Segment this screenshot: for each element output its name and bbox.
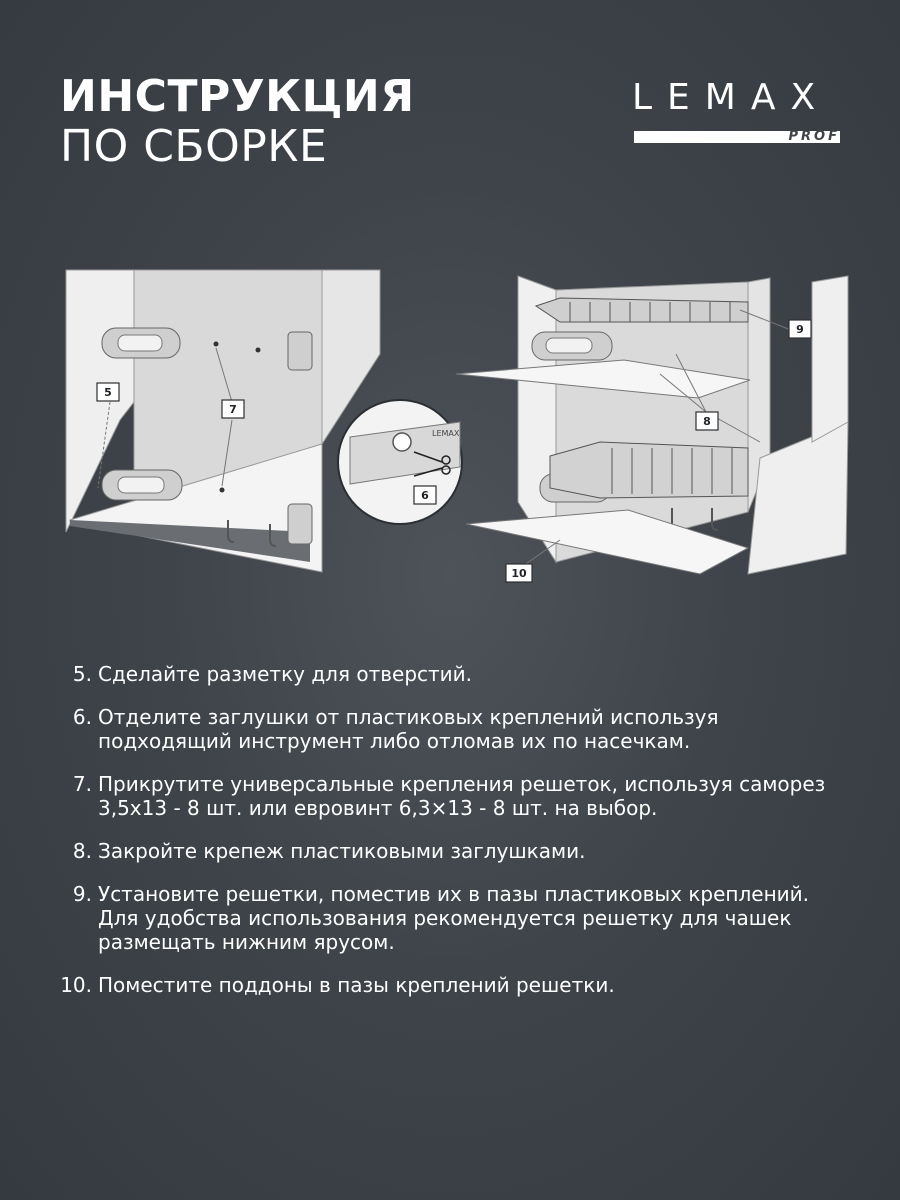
- assembly-illustration: [0, 262, 900, 592]
- page-title: [60, 72, 415, 172]
- step-text: Отделите заглушки от пластиковых креплений используя подходящий инструмент либо отломав их по насечкам.: [98, 705, 719, 753]
- svg-text:7: 7: [229, 403, 237, 416]
- callout-8: [696, 412, 718, 430]
- svg-text:6: 6: [421, 489, 429, 502]
- callout-7: [222, 400, 244, 418]
- step-item: [48, 662, 848, 686]
- title-line-1: ИНСТРУКЦИЯ: [60, 71, 415, 122]
- step-number: 9.: [72, 882, 92, 906]
- title-line-2: ПО СБОРКЕ: [60, 121, 328, 172]
- step-text: Прикрутите универсальные крепления решеток, используя саморез 3,5х13 - 8 шт. или евровинт 6,3×13 - 8 шт. на выбор.: [98, 772, 826, 820]
- step-text: Установите решетки, поместив их в пазы пластиковых креплений. Для удобства использования рекомендуется решетку для чашек размещать нижним ярусом.: [98, 882, 810, 954]
- step-number: 10.: [60, 973, 92, 997]
- step-number: 7.: [72, 772, 92, 796]
- logo-wordmark: LEMAX: [632, 77, 831, 118]
- callout-10: [506, 564, 532, 582]
- logo-subtitle: PROF: [788, 129, 840, 144]
- svg-text:9: 9: [796, 323, 804, 336]
- step-number: 6.: [72, 705, 92, 729]
- step-item: [48, 973, 848, 997]
- callout-5: [97, 383, 119, 401]
- step-text: Сделайте разметку для отверстий.: [98, 662, 473, 686]
- step-item: [48, 839, 848, 863]
- step-text: Закройте крепеж пластиковыми заглушками.: [98, 839, 586, 863]
- callout-9: [789, 320, 811, 338]
- svg-text:10: 10: [511, 567, 527, 580]
- left-cabinet-drawing: [66, 270, 462, 572]
- step-number: 8.: [72, 839, 92, 863]
- assembly-steps-list: [48, 662, 848, 1016]
- bracket-logo-text: LEMAX: [432, 429, 460, 438]
- svg-text:5: 5: [104, 386, 112, 399]
- brand-logo: [632, 78, 842, 148]
- step-number: 5.: [72, 662, 92, 686]
- svg-text:8: 8: [703, 415, 711, 428]
- step-item: [48, 705, 848, 753]
- step-text: Поместите поддоны в пазы креплений решетки.: [98, 973, 615, 997]
- step-item: [48, 882, 848, 954]
- callout-6: [414, 486, 436, 504]
- step-item: [48, 772, 848, 820]
